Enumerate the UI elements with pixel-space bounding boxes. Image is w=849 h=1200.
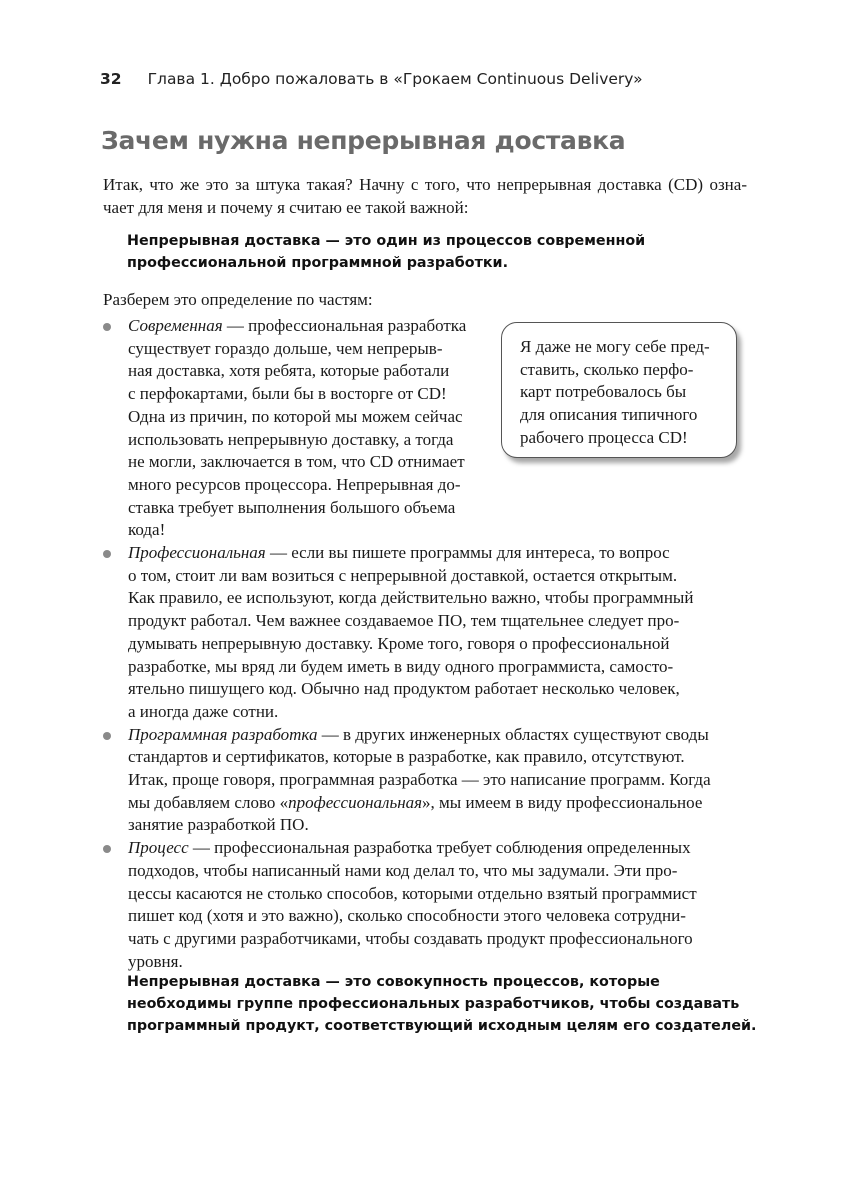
sidebar-note-line: Я даже не могу себе пред- (520, 337, 710, 356)
item-text: — профессиональная разработка требует соблюдения определенных (188, 838, 691, 858)
item-text: не могли, заключается в том, что CD отнимает (128, 452, 465, 472)
item-text: ная доставка, хотя ребята, которые работали (128, 361, 450, 381)
item-text: — если вы пишете программы для интереса, то вопрос (265, 543, 670, 563)
definition-line: Непрерывная доставка — это один из процессов современной (127, 233, 646, 249)
bullet-icon (103, 323, 111, 331)
sidebar-note-line: для описания типичного (520, 405, 698, 425)
item-text: — профессиональная разработка (222, 316, 467, 335)
list-item (103, 315, 483, 542)
lead-paragraph: Разберем это определение по частям: (103, 290, 373, 309)
item-text: ятельно пишущего код. Обычно над продуктом работает несколько человек, (128, 679, 680, 699)
item-text: думывать непрерывную доставку. Кроме того, говоря о профессиональной (128, 633, 670, 653)
sidebar-note-line: рабочего процесса CD! (520, 427, 688, 447)
item-text: Одна из причин, по которой мы можем сейчас (128, 406, 463, 426)
definition-callout-2 (127, 971, 756, 1038)
item-text: стандартов и сертификатов, которые в разработке, как правило, отсутствуют. (128, 747, 685, 767)
list-item (103, 724, 749, 838)
item-text: использовать непрерывную доставку, а тогда (128, 429, 454, 449)
item-text: о том, стоит ли вам возиться с непрерывной доставкой, остается открытым. (128, 565, 678, 585)
item-text: », мы имеем в виду профессиональное (422, 792, 703, 812)
definition-callout-1 (127, 230, 645, 274)
item-text: уровня. (128, 951, 183, 971)
item-text: кода! (128, 520, 166, 540)
term: Процесс (128, 838, 189, 858)
definition-line: Непрерывная доставка — это совокупность процессов, которые (127, 974, 660, 990)
intro-paragraph: Итак, что же это за штука такая? Начну с того, что непрерывная доставка (CD) озна- чает для меня и почему я считаю ее такой важной: (103, 175, 747, 217)
list-item (103, 837, 749, 973)
bullet-icon (103, 550, 111, 558)
item-text: занятие разработкой ПО. (128, 815, 309, 835)
item-text: пишет код (хотя и это важно), сколько способности этого человека сотрудни- (128, 906, 686, 926)
list-item (103, 542, 749, 724)
item-text: а иногда даже сотни. (128, 701, 279, 721)
item-text: чать с другими разработчиками, чтобы создавать продукт профессионального (128, 928, 693, 948)
bullet-icon (103, 732, 111, 740)
definition-line: программный продукт, соответствующий исходным целям его создателей. (127, 1018, 757, 1035)
sidebar-note-line: карт потребовалось бы (520, 382, 687, 402)
item-text: ставка требует выполнения большого объема (128, 497, 456, 517)
page-number: 32 (100, 70, 122, 88)
item-text: цессы касаются не столько способов, которыми отдельно взятый программист (128, 883, 697, 903)
item-text: продукт работал. Чем важнее создаваемое ПО, тем тщательнее следует про- (128, 611, 680, 631)
item-text: разработке, мы вряд ли будем иметь в виду одного программиста, самосто- (128, 656, 674, 676)
definition-line: профессиональной программной разработки. (127, 255, 509, 272)
emphasis: профессиональная (288, 792, 423, 812)
item-text: много ресурсов процессора. Непрерывная до- (128, 474, 461, 494)
term: Программная разработка (128, 724, 318, 744)
sidebar-note (501, 322, 737, 458)
term: Современная (128, 316, 223, 335)
bullet-icon (103, 845, 111, 853)
item-text: Итак, проще говоря, программная разработка — это написание программ. Когда (128, 770, 711, 790)
item-text: подходов, чтобы написанный нами код делал то, что мы задумали. Эти про- (128, 860, 678, 880)
item-text: существует гораздо дольше, чем непрерыв- (128, 338, 443, 358)
item-text: мы добавляем слово « (128, 792, 289, 812)
section-title: Зачем нужна непрерывная доставка (101, 126, 626, 155)
item-text: — в других инженерных областях существуют своды (317, 724, 709, 744)
definition-line: необходимы группе профессиональных разработчиков, чтобы создавать (127, 996, 740, 1013)
chapter-title: Глава 1. Добро пожаловать в «Грокаем Continuous Delivery» (147, 70, 643, 88)
running-head (100, 70, 750, 88)
item-text: с перфокартами, были бы в восторге от CD! (128, 384, 447, 404)
term: Профессиональная (128, 543, 266, 563)
sidebar-note-line: ставить, сколько перфо- (520, 359, 694, 379)
item-text: Как правило, ее используют, когда действительно важно, чтобы программный (128, 588, 694, 608)
